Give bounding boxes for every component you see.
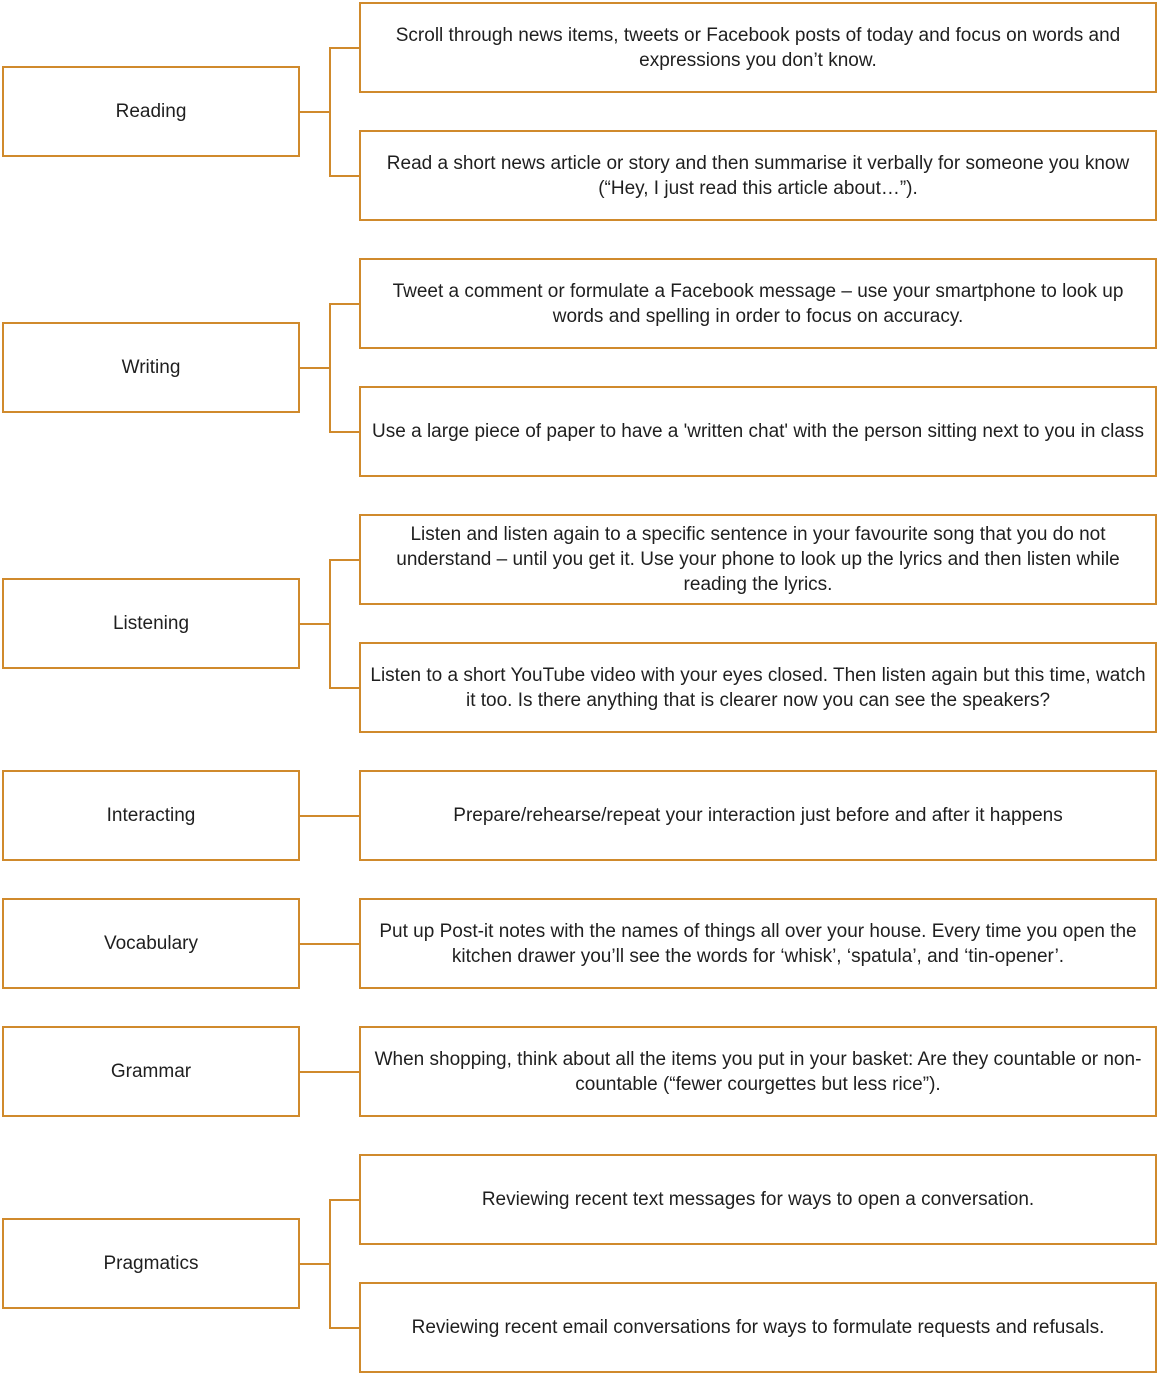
connector <box>300 111 330 113</box>
connector <box>329 47 359 49</box>
vocabulary-item-1: Put up Post-it notes with the names of things all over your house. Every time you open the kitchen drawer you’ll see the words for ‘whisk’, ‘spatula’, and ‘tin-opener’. <box>359 898 1157 989</box>
connector <box>329 1199 331 1329</box>
connector <box>300 1071 359 1073</box>
connector <box>329 303 359 305</box>
connector <box>300 943 359 945</box>
grammar-item-1: When shopping, think about all the items you put in your basket: Are they countable or non-countable (“fewer courgettes but less rice”). <box>359 1026 1157 1117</box>
category-reading: Reading <box>2 66 300 157</box>
connector <box>329 175 359 177</box>
connector <box>329 47 331 177</box>
category-grammar: Grammar <box>2 1026 300 1117</box>
listening-item-2: Listen to a short YouTube video with your eyes closed. Then listen again but this time, watch it too. Is there anything that is clearer now you can see the speakers? <box>359 642 1157 733</box>
listening-item-1: Listen and listen again to a specific sentence in your favourite song that you do not understand – until you get it. Use your phone to look up the lyrics and then listen while reading the lyrics. <box>359 514 1157 605</box>
category-listening: Listening <box>2 578 300 669</box>
connector <box>300 367 330 369</box>
pragmatics-item-2: Reviewing recent email conversations for ways to formulate requests and refusals. <box>359 1282 1157 1373</box>
interacting-item-1: Prepare/rehearse/repeat your interaction just before and after it happens <box>359 770 1157 861</box>
writing-item-1: Tweet a comment or formulate a Facebook message – use your smartphone to look up words and spelling in order to focus on accuracy. <box>359 258 1157 349</box>
connector <box>329 1199 359 1201</box>
connector <box>329 687 359 689</box>
reading-item-1: Scroll through news items, tweets or Facebook posts of today and focus on words and expressions you don’t know. <box>359 2 1157 93</box>
category-pragmatics: Pragmatics <box>2 1218 300 1309</box>
reading-item-2: Read a short news article or story and then summarise it verbally for someone you know (“Hey, I just read this article about…”). <box>359 130 1157 221</box>
category-interacting: Interacting <box>2 770 300 861</box>
connector <box>329 431 359 433</box>
connector <box>329 559 331 689</box>
connector <box>329 1327 359 1329</box>
category-vocabulary: Vocabulary <box>2 898 300 989</box>
category-writing: Writing <box>2 322 300 413</box>
connector <box>300 623 330 625</box>
writing-item-2: Use a large piece of paper to have a 'written chat' with the person sitting next to you in class <box>359 386 1157 477</box>
connector <box>329 303 331 433</box>
connector <box>329 559 359 561</box>
connector <box>300 1263 330 1265</box>
pragmatics-item-1: Reviewing recent text messages for ways to open a conversation. <box>359 1154 1157 1245</box>
connector <box>300 815 359 817</box>
